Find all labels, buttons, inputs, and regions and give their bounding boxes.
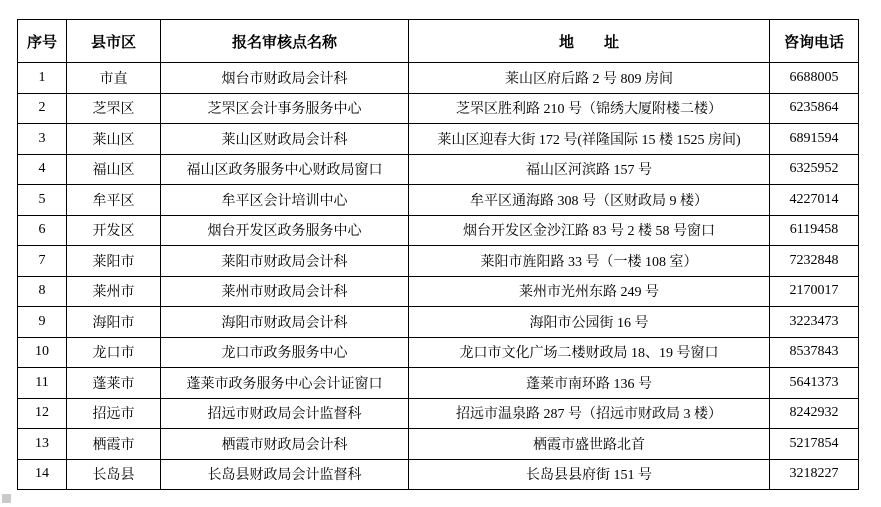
page-corner-handle (2, 494, 11, 503)
cell-phone: 6891594 (770, 124, 859, 155)
cell-site-name: 莱州市财政局会计科 (161, 276, 409, 307)
cell-no: 14 (18, 459, 67, 490)
cell-site-name: 烟台市财政局会计科 (161, 63, 409, 94)
table-row (18, 93, 859, 124)
cell-no: 5 (18, 185, 67, 216)
table-row (18, 276, 859, 307)
cell-phone: 5641373 (770, 368, 859, 399)
cell-address: 莱阳市旌阳路 33 号（一楼 108 室） (409, 246, 770, 277)
cell-district: 莱山区 (67, 124, 161, 155)
table-row (18, 398, 859, 429)
cell-district: 市直 (67, 63, 161, 94)
cell-district: 长岛县 (67, 459, 161, 490)
cell-site-name: 长岛县财政局会计监督科 (161, 459, 409, 490)
cell-address: 牟平区通海路 308 号（区财政局 9 楼） (409, 185, 770, 216)
cell-district: 蓬莱市 (67, 368, 161, 399)
cell-site-name: 芝罘区会计事务服务中心 (161, 93, 409, 124)
cell-phone: 4227014 (770, 185, 859, 216)
col-header-phone: 咨询电话 (770, 20, 859, 63)
cell-district: 龙口市 (67, 337, 161, 368)
cell-district: 莱州市 (67, 276, 161, 307)
col-header-address: 地 址 (409, 20, 770, 63)
cell-address: 莱山区府后路 2 号 809 房间 (409, 63, 770, 94)
cell-district: 莱阳市 (67, 246, 161, 277)
table-body (18, 63, 859, 490)
table-row (18, 337, 859, 368)
cell-phone: 6325952 (770, 154, 859, 185)
cell-no: 10 (18, 337, 67, 368)
cell-no: 7 (18, 246, 67, 277)
cell-no: 9 (18, 307, 67, 338)
cell-phone: 7232848 (770, 246, 859, 277)
cell-address: 蓬莱市南环路 136 号 (409, 368, 770, 399)
col-header-no: 序号 (18, 20, 67, 63)
table-row (18, 185, 859, 216)
cell-district: 栖霞市 (67, 429, 161, 460)
cell-address: 栖霞市盛世路北首 (409, 429, 770, 460)
cell-address: 招远市温泉路 287 号（招远市财政局 3 楼） (409, 398, 770, 429)
cell-address: 莱山区迎春大街 172 号(祥隆国际 15 楼 1525 房间) (409, 124, 770, 155)
cell-site-name: 牟平区会计培训中心 (161, 185, 409, 216)
cell-district: 福山区 (67, 154, 161, 185)
cell-phone: 6688005 (770, 63, 859, 94)
table-row (18, 368, 859, 399)
cell-phone: 8242932 (770, 398, 859, 429)
cell-district: 开发区 (67, 215, 161, 246)
cell-site-name: 栖霞市财政局会计科 (161, 429, 409, 460)
cell-address: 芝罘区胜利路 210 号（锦绣大厦附楼二楼） (409, 93, 770, 124)
header-row (18, 20, 859, 63)
cell-address: 福山区河滨路 157 号 (409, 154, 770, 185)
table-row (18, 63, 859, 94)
cell-phone: 3218227 (770, 459, 859, 490)
cell-phone: 3223473 (770, 307, 859, 338)
table-row (18, 124, 859, 155)
table-row (18, 215, 859, 246)
cell-phone: 5217854 (770, 429, 859, 460)
cell-address: 海阳市公园街 16 号 (409, 307, 770, 338)
cell-no: 6 (18, 215, 67, 246)
cell-site-name: 莱阳市财政局会计科 (161, 246, 409, 277)
cell-phone: 2170017 (770, 276, 859, 307)
cell-phone: 6235864 (770, 93, 859, 124)
cell-no: 8 (18, 276, 67, 307)
cell-site-name: 蓬莱市政务服务中心会计证窗口 (161, 368, 409, 399)
cell-district: 芝罘区 (67, 93, 161, 124)
cell-no: 2 (18, 93, 67, 124)
col-header-site-name: 报名审核点名称 (161, 20, 409, 63)
cell-address: 长岛县县府街 151 号 (409, 459, 770, 490)
cell-no: 4 (18, 154, 67, 185)
table-header (18, 20, 859, 63)
cell-address: 龙口市文化广场二楼财政局 18、19 号窗口 (409, 337, 770, 368)
cell-site-name: 莱山区财政局会计科 (161, 124, 409, 155)
cell-site-name: 招远市财政局会计监督科 (161, 398, 409, 429)
cell-site-name: 海阳市财政局会计科 (161, 307, 409, 338)
table-row (18, 429, 859, 460)
cell-no: 11 (18, 368, 67, 399)
registration-audit-points-table (17, 19, 859, 490)
cell-no: 3 (18, 124, 67, 155)
cell-site-name: 烟台开发区政务服务中心 (161, 215, 409, 246)
cell-address: 莱州市光州东路 249 号 (409, 276, 770, 307)
cell-site-name: 福山区政务服务中心财政局窗口 (161, 154, 409, 185)
table-row (18, 154, 859, 185)
cell-district: 招远市 (67, 398, 161, 429)
col-header-district: 县市区 (67, 20, 161, 63)
cell-district: 牟平区 (67, 185, 161, 216)
table-row (18, 307, 859, 338)
table-row (18, 459, 859, 490)
cell-site-name: 龙口市政务服务中心 (161, 337, 409, 368)
cell-address: 烟台开发区金沙江路 83 号 2 楼 58 号窗口 (409, 215, 770, 246)
cell-district: 海阳市 (67, 307, 161, 338)
cell-no: 12 (18, 398, 67, 429)
table-row (18, 246, 859, 277)
cell-no: 1 (18, 63, 67, 94)
cell-no: 13 (18, 429, 67, 460)
cell-phone: 8537843 (770, 337, 859, 368)
cell-phone: 6119458 (770, 215, 859, 246)
